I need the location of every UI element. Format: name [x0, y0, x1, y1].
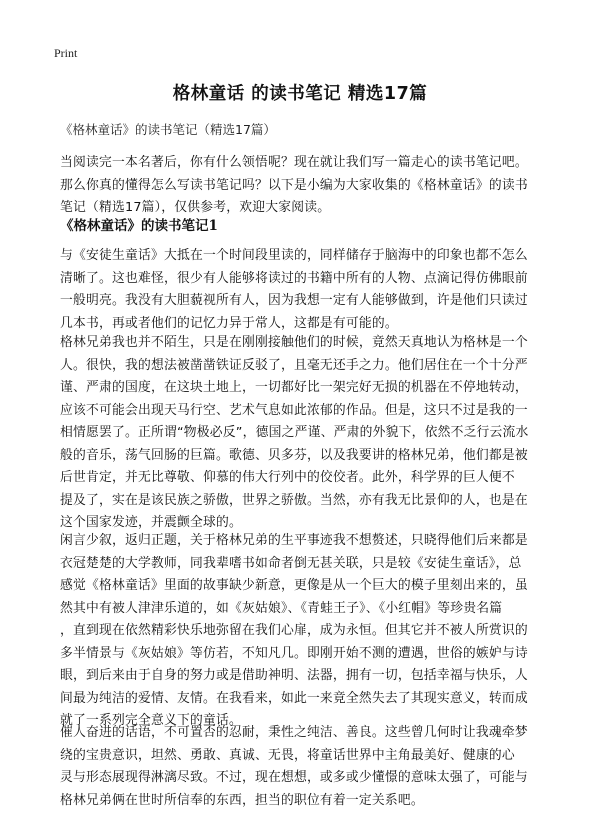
- subtitle: 《格林童话》的读书笔记（精选17篇）: [60, 122, 276, 137]
- text-line: 相情愿罢了。正所谓“物极必反”，德国之严谨、严肃的外貌下，依然不乏行云流水: [60, 425, 529, 440]
- text-line: 灵与形态展现得淋漓尽致。不过，现在想想，或多或少懂憬的意味太强了，可能与: [60, 770, 528, 785]
- page-title: 格林童话 的读书笔记 精选17篇: [172, 84, 428, 104]
- text-line: 与《安徒生童话》大抵在一个时间段里读的，同样储存于脑海中的印象也都不怎么: [60, 248, 528, 263]
- text-line: 衣冠楚楚的大学教师，同我辈嗜书如命者倒无甚关联，只是较《安徒生童话》，总: [60, 555, 522, 571]
- text-line: 后世肯定，并无比尊敬、仰慕的伟大行列中的佼佼者。此外，科学界的巨人便不: [60, 470, 515, 485]
- text-line: 这个国家发迹，并震颤全球的。: [60, 515, 242, 530]
- text-line: 人。很快，我的想法被凿凿铁证反驳了，且毫无还手之力。他们居住在一个十分严: [60, 357, 528, 373]
- body-paragraph-2: [60, 332, 542, 535]
- print-link[interactable]: Print: [54, 46, 78, 60]
- text-line: 催人奋进的话语，不可置否的忍耐，秉性之纯洁、善良。这些曾几何时让我魂牵梦: [60, 725, 528, 740]
- text-line: 绕的宝贵意识，坦然、勇敢、真诚、无畏，将童话世界中主角最美好、健康的心: [60, 747, 515, 763]
- text-line: 几本书，再或者他们的记忆力异于常人，这都是有可能的。: [60, 315, 398, 331]
- text-line: 般的音乐，荡气回肠的巨篇。歌德、贝多芬，以及我要讲的格林兄弟，他们都是被: [60, 447, 528, 463]
- text-line: 那么你真的懂得怎么写读书笔记吗？以下是小编为大家收集的《格林童话》的读书: [60, 177, 528, 193]
- text-line: 当阅读完一本名著后，你有什么领悟呢？现在就让我们写一篇走心的读书笔记吧。: [60, 155, 528, 170]
- text-line: 就了一系列完全意义下的童话。: [60, 713, 242, 728]
- text-line: 笔记（精选17篇），仅供参考，欢迎大家阅读。: [60, 200, 331, 215]
- text-line: 多半情景与《灰姑娘》等仿若，不知凡几。即刚开始不测的遭遇，世俗的嫉妒与诗: [60, 645, 528, 661]
- section-heading: 《格林童话》的读书笔记1: [60, 218, 218, 234]
- text-line: 清晰了。这也难怪，很少有人能够将读过的书籍中所有的人物、点滴记得仿佛眼前: [60, 270, 528, 286]
- body-paragraph-4: [60, 722, 542, 812]
- text-line: 一般明亮。我没有大胆藐视所有人，因为我想一定有人能够做到，许是他们只读过: [60, 293, 528, 308]
- body-paragraph-3: [60, 530, 542, 733]
- text-line: 感觉《格林童话》里面的故事缺少新意，更像是从一个巨大的模子里刻出来的，虽: [60, 578, 528, 593]
- text-line: 应该不可能会出现天马行空、艺术气息如此浓郁的作品。但是，这只不过是我的一: [60, 402, 528, 418]
- text-line: ，直到现在依然精彩快乐地弥留在我们心扉，成为永恒。但其它并不被人所赏识的: [60, 623, 528, 638]
- text-line: 然其中有被人津津乐道的，如《灰姑娘》、《青蛙王子》、《小红帽》等珍贵名篇: [60, 600, 503, 616]
- text-line: 闲言少叙，返归正题，关于格林兄弟的生平事迹我不想赘述，只晓得他们后来都是: [60, 533, 528, 548]
- text-line: 眼，到后来由于自身的努力或是借助神明、法器，拥有一切，包括幸福与快乐，人: [60, 668, 528, 683]
- body-paragraph-1: [60, 245, 542, 335]
- text-line: 提及了，实在是该民族之骄傲，世界之骄傲。当然，亦有我无比景仰的人，也是在: [60, 492, 528, 508]
- intro-paragraph: [60, 152, 542, 220]
- text-line: 格林兄弟俩在世时所信奉的东西，担当的职位有着一定关系吧。: [60, 792, 424, 808]
- text-line: 格林兄弟我也并不陌生，只是在刚刚接触他们的时候，竟然天真地认为格林是一个: [60, 335, 528, 350]
- text-line: 谨、严肃的国度，在这块土地上，一切都好比一架完好无损的机器在不停地转动，: [60, 380, 528, 395]
- text-line: 间最为纯洁的爱情、友情。在我看来，如此一来竟全然失去了其现实意义，转而成: [60, 690, 528, 706]
